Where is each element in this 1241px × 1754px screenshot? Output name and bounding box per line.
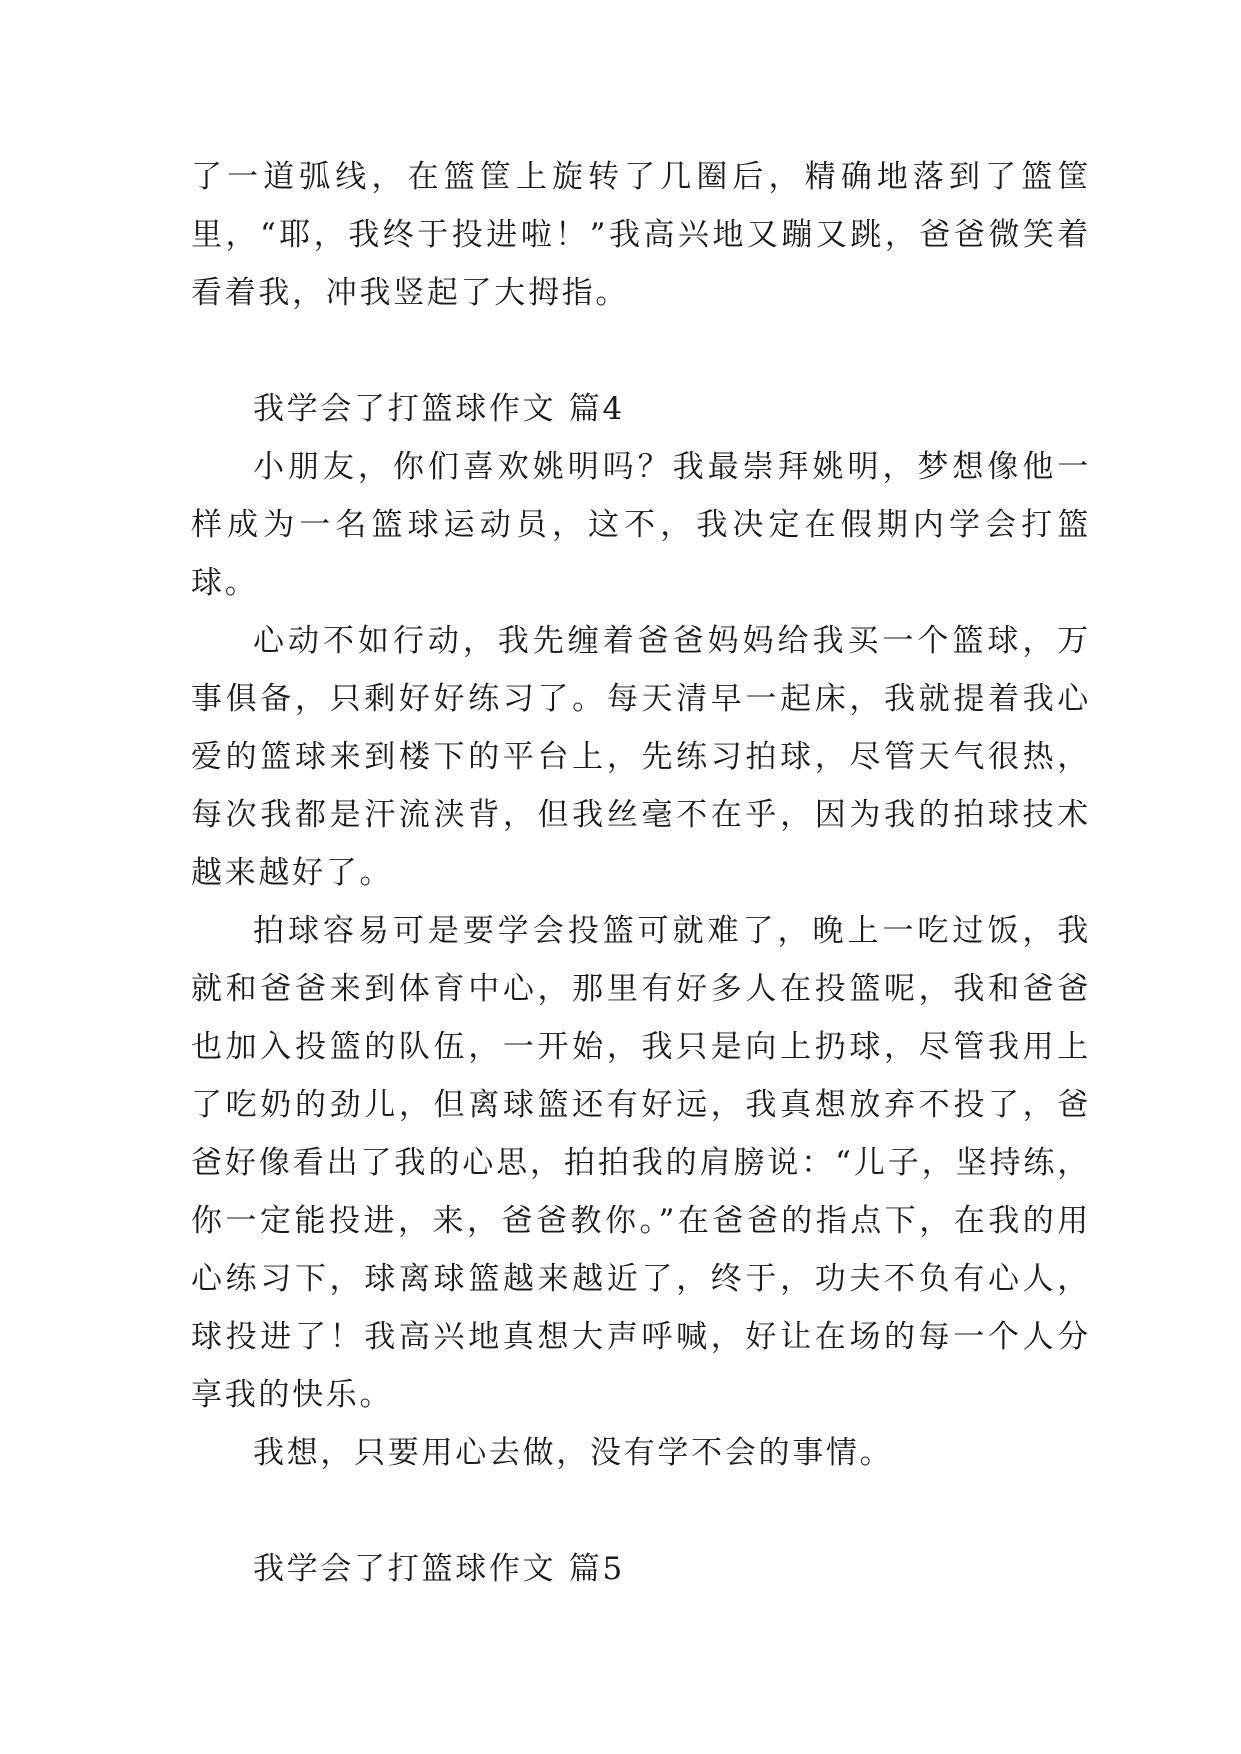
section-4-paragraph-2: 心动不如行动，我先缠着爸爸妈妈给我买一个篮球，万事俱备，只剩好好练习了。每天清早一起床，我就提着我心爱的篮球来到楼下的平台上，先练习拍球，尽管天气很热，每次我都是汗流浃背，但我丝毫不在乎，因为我的拍球技术越来越好了。 <box>191 623 1091 891</box>
continuation-paragraph: 了一道弧线，在篮筐上旋转了几圈后，精确地落到了篮筐里，“耶，我终于投进啦！”我高兴地又蹦又跳，爸爸微笑着看着我，冲我竖起了大拇指。 <box>191 159 1091 311</box>
document-body <box>191 148 1091 1598</box>
section-4-title: 我学会了打篮球作文 篇4 <box>253 391 625 427</box>
section-4-paragraph-4: 我想，只要用心去做，没有学不会的事情。 <box>253 1435 894 1471</box>
section-4-paragraph-1: 小朋友，你们喜欢姚明吗？我最崇拜姚明，梦想像他一样成为一名篮球运动员，这不，我决定在假期内学会打篮球。 <box>191 449 1091 601</box>
section-5-title: 我学会了打篮球作文 篇5 <box>253 1551 625 1587</box>
section-4-paragraph-3: 拍球容易可是要学会投篮可就难了，晚上一吃过饭，我就和爸爸来到体育中心，那里有好多人在投篮呢，我和爸爸也加入投篮的队伍，一开始，我只是向上扔球，尽管我用上了吃奶的劲儿，但离球篮还有好远，我真想放弃不投了，爸爸好像看出了我的心思，拍拍我的肩膀说：“儿子，坚持练，你一定能投进，来，爸爸教你。”在爸爸的指点下，在我的用心练习下，球离球篮越来越近了，终于，功夫不负有心人，球投进了！我高兴地真想大声呼喊，好让在场的每一个人分享我的快乐。 <box>191 913 1091 1413</box>
